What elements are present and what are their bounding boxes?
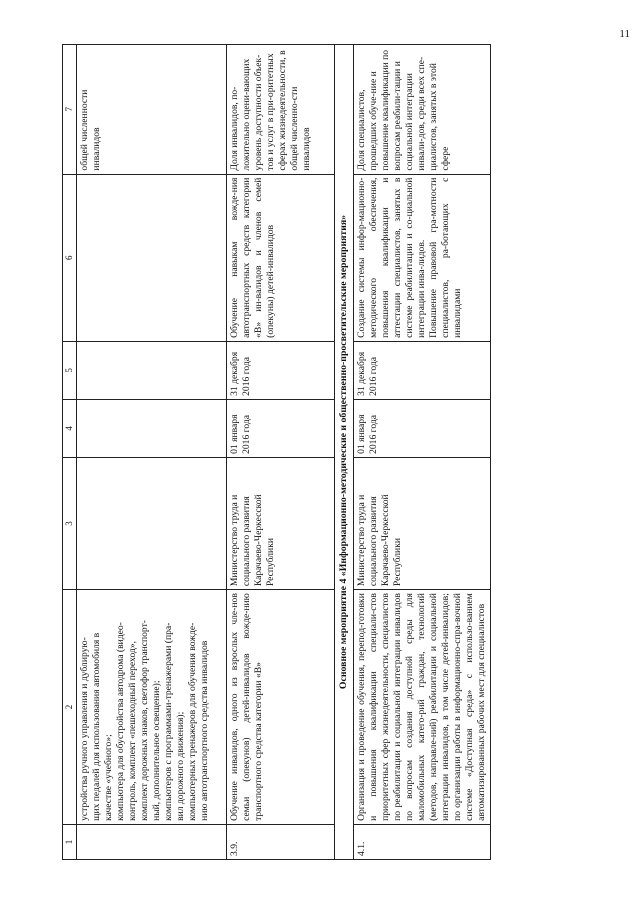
start-date-cell — [77, 399, 227, 457]
measure-line: компьютерных тренажеров для обучения вожде- — [187, 622, 199, 821]
row-number-cell: 3.9. — [227, 824, 335, 859]
executor-cell — [77, 457, 227, 589]
executor-cell: Министерство труда и социального развития Карачаево-Черкесской Республики — [354, 457, 491, 589]
result-cell: Обучение навыкам вожде-ния автотранспортных средств категории «В» ин-валидов и членов семей (опекуны) детей-инвалидов — [227, 174, 335, 341]
executor-cell: Министерство труда и социального развития Карачаево-Черкесской Республики — [227, 457, 335, 589]
header-cell-6: 6 — [63, 174, 77, 341]
measure-cell — [77, 590, 227, 825]
end-date-cell — [77, 341, 227, 399]
measure-cell: Организация и проведение обучения, перепод-готовки и повышения квалификации специали-стов приоритетных сфер жизнедеятельности, специалистов по реабилитации и социальной интеграции инвалидов по вопросам создания доступной среды для маломобильных катего-рий граждан, технологий (методов, направле-ний) реабилитации и социальной интеграции инвалидов, в том числе детей-инвалидов; по организации работы в информационно-спра-вочной системе «Доступная среда» с использо-ванием автоматизированных рабочих мест для специалистов — [354, 590, 491, 825]
header-cell-3: 3 — [63, 457, 77, 589]
indicator-cell: Доля инвалидов, по-ложительно оцени-вающих уровень доступности объек-тов и услуг в при-оритетных сферах жизнедеятельности, в общей численно-сти инвалидов — [227, 45, 335, 175]
end-date-cell: 31 декабря 2016 года — [354, 341, 491, 399]
measure-line: компьютера для обустройства автодрома (видео- — [115, 622, 127, 821]
table-row — [77, 45, 227, 860]
start-date-cell: 01 января 2016 года — [227, 399, 335, 457]
measure-line: нию автотранспортного средства инвалидов — [199, 640, 211, 821]
measure-line: устройства ручного управления и дублирую- — [79, 637, 91, 821]
result-cell — [77, 174, 227, 341]
header-cell-4: 4 — [63, 399, 77, 457]
table-header-row — [63, 45, 77, 860]
header-cell-7: 7 — [63, 45, 77, 175]
table-row — [227, 45, 335, 860]
measure-cell: Обучение инвалидов, одного из взрослых чле-нов семьи (опекунов) детей-инвалидов вожде-нию транспортного средства категории «В» — [227, 590, 335, 825]
measure-line: качестве «учебного»; — [103, 734, 115, 821]
indicator-cell: общей численности инвалидов — [77, 45, 227, 175]
program-measures-table — [62, 44, 491, 860]
measure-line: комплект дорожных знаков, светофор транспорт- — [139, 620, 151, 821]
indicator-cell: Доля специалистов, прошедших обуче-ние и повышение квалификации по вопросам реабили-тации и социальной интеграции инвали-дов, среди всех спе-циалистов, занятых в этой сфере — [354, 45, 491, 175]
measure-line: компьютеров с программами-тренажерами (пра- — [163, 622, 175, 821]
section-banner: Основное мероприятие 4 «Информационно-методические и общественно-просветительские мероприятия» — [335, 45, 354, 860]
measure-line: ный, дополнительное освещение); — [151, 680, 163, 821]
measure-line: контроль, комплект «пешеходный переход», — [127, 640, 139, 821]
end-date-cell: 31 декабря 2016 года — [227, 341, 335, 399]
row-number-cell — [77, 824, 227, 859]
measure-line: щих педалей для использования автомобиля в — [91, 632, 103, 821]
section-banner-row — [335, 45, 354, 860]
row-number-cell: 4.1. — [354, 824, 491, 859]
header-cell-1: 1 — [63, 824, 77, 859]
result-paragraph: Повышение правовой гра-мотности специалистов, ра-ботающих с инвалидами — [428, 177, 464, 338]
header-cell-2: 2 — [63, 590, 77, 825]
rotated-table-sheet — [62, 44, 488, 860]
start-date-cell: 01 января 2016 года — [354, 399, 491, 457]
measure-line: вил дорожного движения); — [175, 711, 187, 821]
result-paragraph: Создание системы инфор-мационно-методического обеспечения, повышения квалификации и аттестации специалистов, занятых в системе реабилитации и со-циальной интеграции инва-лидов. — [356, 177, 428, 338]
header-cell-5: 5 — [63, 341, 77, 399]
page-number: 11 — [619, 28, 630, 40]
result-cell — [354, 174, 491, 341]
table-row — [354, 45, 491, 860]
